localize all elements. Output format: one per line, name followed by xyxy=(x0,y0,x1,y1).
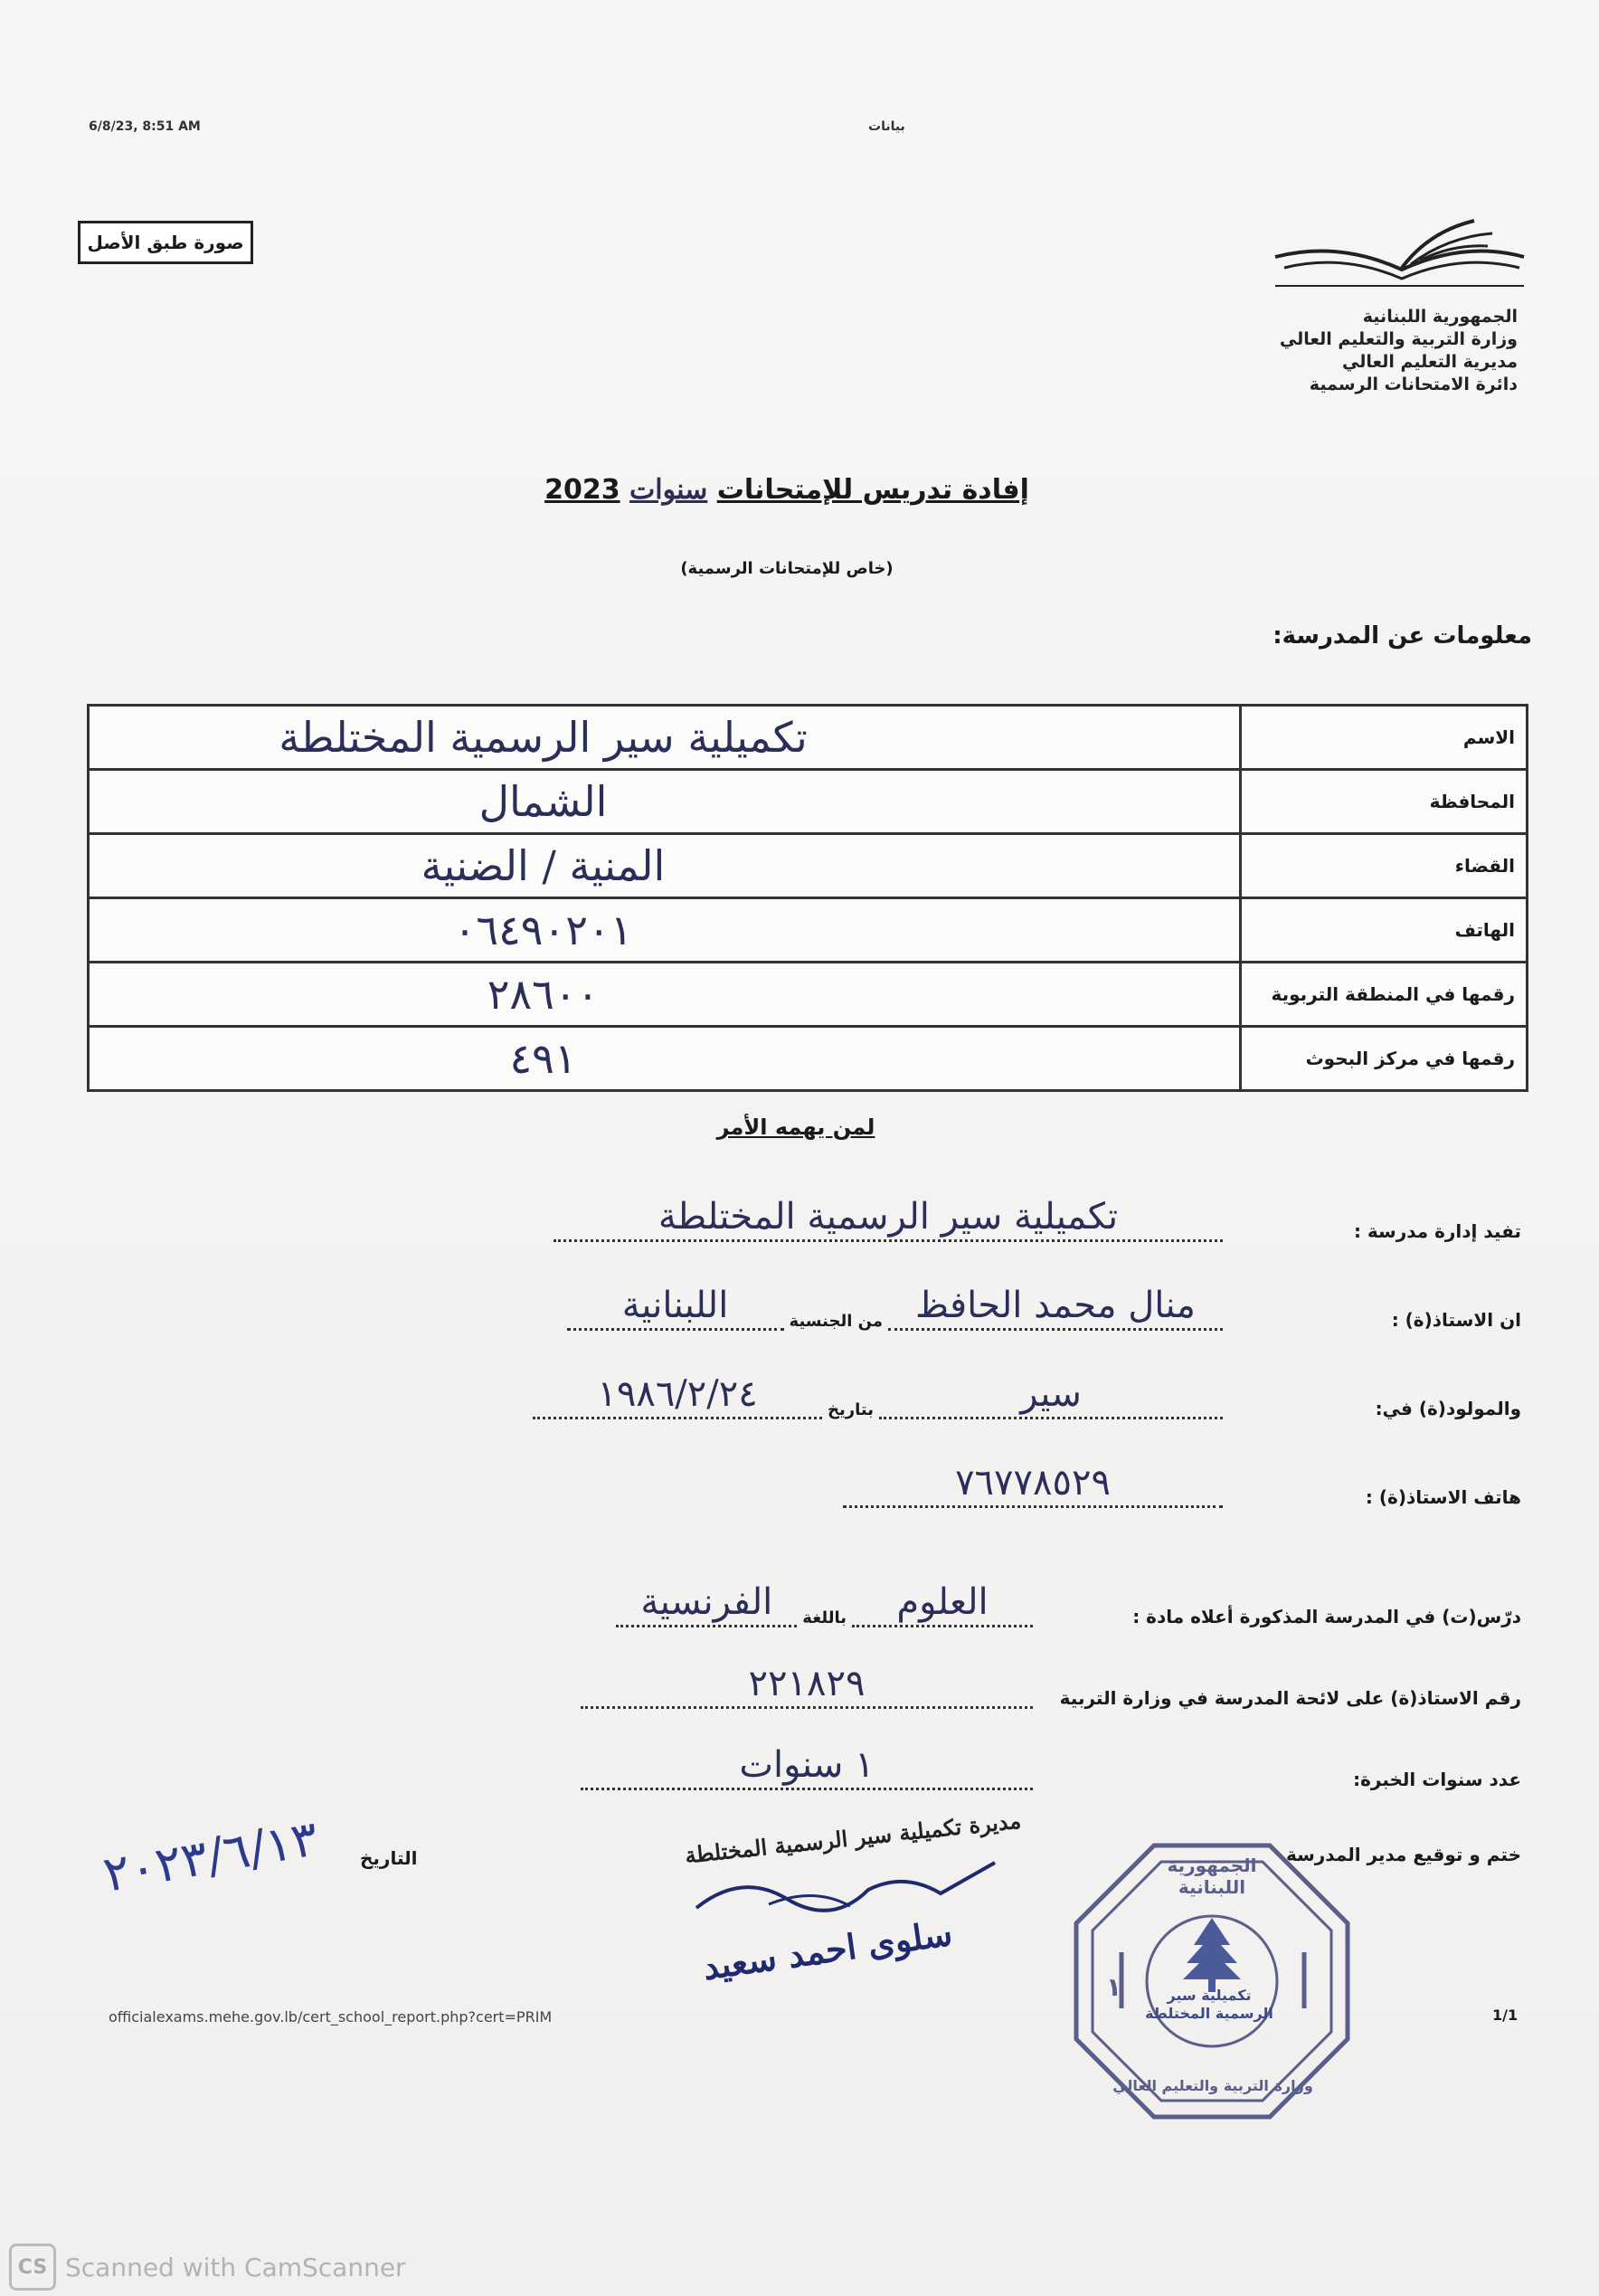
row-label: رقمها في المنطقة التربوية xyxy=(1241,963,1528,1027)
document-title xyxy=(506,474,1067,506)
seal-center-text: تكميلية سير الرسمية المختلطة xyxy=(1145,1987,1273,2022)
camscanner-logo-icon: CS xyxy=(9,2244,56,2291)
row-value: ٢٨٦٠٠ xyxy=(89,963,1241,1027)
ministry-logo-icon xyxy=(1266,213,1528,304)
camscanner-watermark xyxy=(9,2244,406,2291)
school-admin-row xyxy=(554,1194,1521,1242)
document-subtitle: (خاص للإمتحانات الرسمية) xyxy=(680,559,894,578)
years-label: عدد سنوات الخبرة: xyxy=(1353,1769,1521,1790)
phone-label: هاتف الاستاذ(ة) : xyxy=(1365,1486,1521,1508)
years-row xyxy=(581,1742,1521,1790)
row-value: ٤٩١ xyxy=(89,1027,1241,1091)
table-row xyxy=(89,898,1528,963)
row-label: المحافظة xyxy=(1241,770,1528,834)
number-value: ٢٢١٨٢٩ xyxy=(581,1661,1033,1709)
table-row xyxy=(89,706,1528,770)
born-label: والمولود(ة) في: xyxy=(1375,1398,1521,1419)
table-row xyxy=(89,834,1528,898)
lang-label: باللغة xyxy=(802,1608,847,1627)
number-label: رقم الاستاذ(ة) على لائحة المدرسة في وزارة التربية xyxy=(1059,1687,1521,1709)
subject-row xyxy=(616,1580,1521,1627)
nationality-value: اللبنانية xyxy=(567,1283,784,1331)
camscanner-text: Scanned with CamScanner xyxy=(65,2252,406,2282)
title-prefix: إفادة تدريس للإمتحانات xyxy=(716,474,1029,506)
ministry-line: الجمهورية اللبنانية xyxy=(1362,307,1518,327)
table-row xyxy=(89,963,1528,1027)
phone-row xyxy=(843,1460,1521,1508)
years-value: ١ سنوات xyxy=(581,1742,1033,1790)
row-value: المنية / الضنية xyxy=(89,834,1241,898)
school-admin-label: تفيد إدارة مدرسة : xyxy=(1353,1220,1521,1242)
ministry-header xyxy=(1219,306,1518,396)
school-info-table xyxy=(87,704,1528,1092)
seal-number: ١ xyxy=(1106,1972,1122,2002)
print-center-text: بيانات xyxy=(868,119,905,134)
born-date-value: ١٩٨٦/٢/٢٤ xyxy=(533,1371,822,1419)
teacher-row xyxy=(567,1283,1521,1331)
lang-value: الفرنسية xyxy=(616,1580,797,1627)
print-timestamp: 6/8/23, 8:51 AM xyxy=(89,119,201,134)
footer-url: officialexams.mehe.gov.lb/cert_school_report.php?cert=PRIM xyxy=(109,2008,553,2026)
row-label: رقمها في مركز البحوث xyxy=(1241,1027,1528,1091)
signer-name: سلوى احمد سعيد xyxy=(700,1912,955,1988)
row-value: تكميلية سير الرسمية المختلطة xyxy=(89,706,1241,770)
born-place-value: سير xyxy=(879,1371,1223,1419)
teacher-name-value: منال محمد الحافظ xyxy=(888,1283,1223,1331)
teaches-label: درّس(ت) في المدرسة المذكورة أعلاه مادة : xyxy=(1132,1606,1521,1627)
school-info-heading: معلومات عن المدرسة: xyxy=(1273,622,1532,650)
table-row xyxy=(89,1027,1528,1091)
row-label: الاسم xyxy=(1241,706,1528,770)
row-value: الشمال xyxy=(89,770,1241,834)
number-row xyxy=(581,1661,1521,1709)
ministry-line: مديرية التعليم العالي xyxy=(1342,352,1518,372)
row-label: القضاء xyxy=(1241,834,1528,898)
signer-title: مديرة تكميلية سير الرسمية المختلطة xyxy=(683,1807,1023,1869)
born-row xyxy=(533,1371,1521,1419)
row-value: ٠٦٤٩٠٢٠١ xyxy=(89,898,1241,963)
ministry-line: وزارة التربية والتعليم العالي xyxy=(1279,329,1518,349)
date-handwritten: ٢٠٢٣/٦/١٣ xyxy=(99,1809,323,1903)
row-label: الهاتف xyxy=(1241,898,1528,963)
title-handwritten: سنوات xyxy=(629,474,708,506)
to-whom-heading: لمن يهمه الأمر xyxy=(716,1115,875,1140)
born-date-label: بتاريخ xyxy=(828,1400,874,1419)
stamp-signature-label: ختم و توقيع مدير المدرسة xyxy=(1285,1844,1521,1865)
ministry-line: دائرة الامتحانات الرسمية xyxy=(1309,375,1518,394)
date-label: التاريخ xyxy=(360,1847,418,1869)
seal-top-text: الجمهورية اللبنانية xyxy=(1167,1855,1257,1898)
page-number: 1/1 xyxy=(1492,2007,1519,2024)
school-admin-value: تكميلية سير الرسمية المختلطة xyxy=(554,1194,1223,1242)
seal-bottom-text: وزارة التربية والتعليم العالي xyxy=(1112,2077,1313,2094)
title-year: 2023 xyxy=(544,474,620,506)
table-row xyxy=(89,770,1528,834)
nationality-label: من الجنسية xyxy=(789,1312,883,1331)
phone-value: ٧٦٧٧٨٥٢٩ xyxy=(843,1460,1223,1508)
subject-value: العلوم xyxy=(852,1580,1033,1627)
teacher-label: ان الاستاذ(ة) : xyxy=(1391,1309,1521,1331)
copy-stamp: صورة طبق الأصل xyxy=(78,221,253,264)
director-signature xyxy=(633,1807,1023,2008)
